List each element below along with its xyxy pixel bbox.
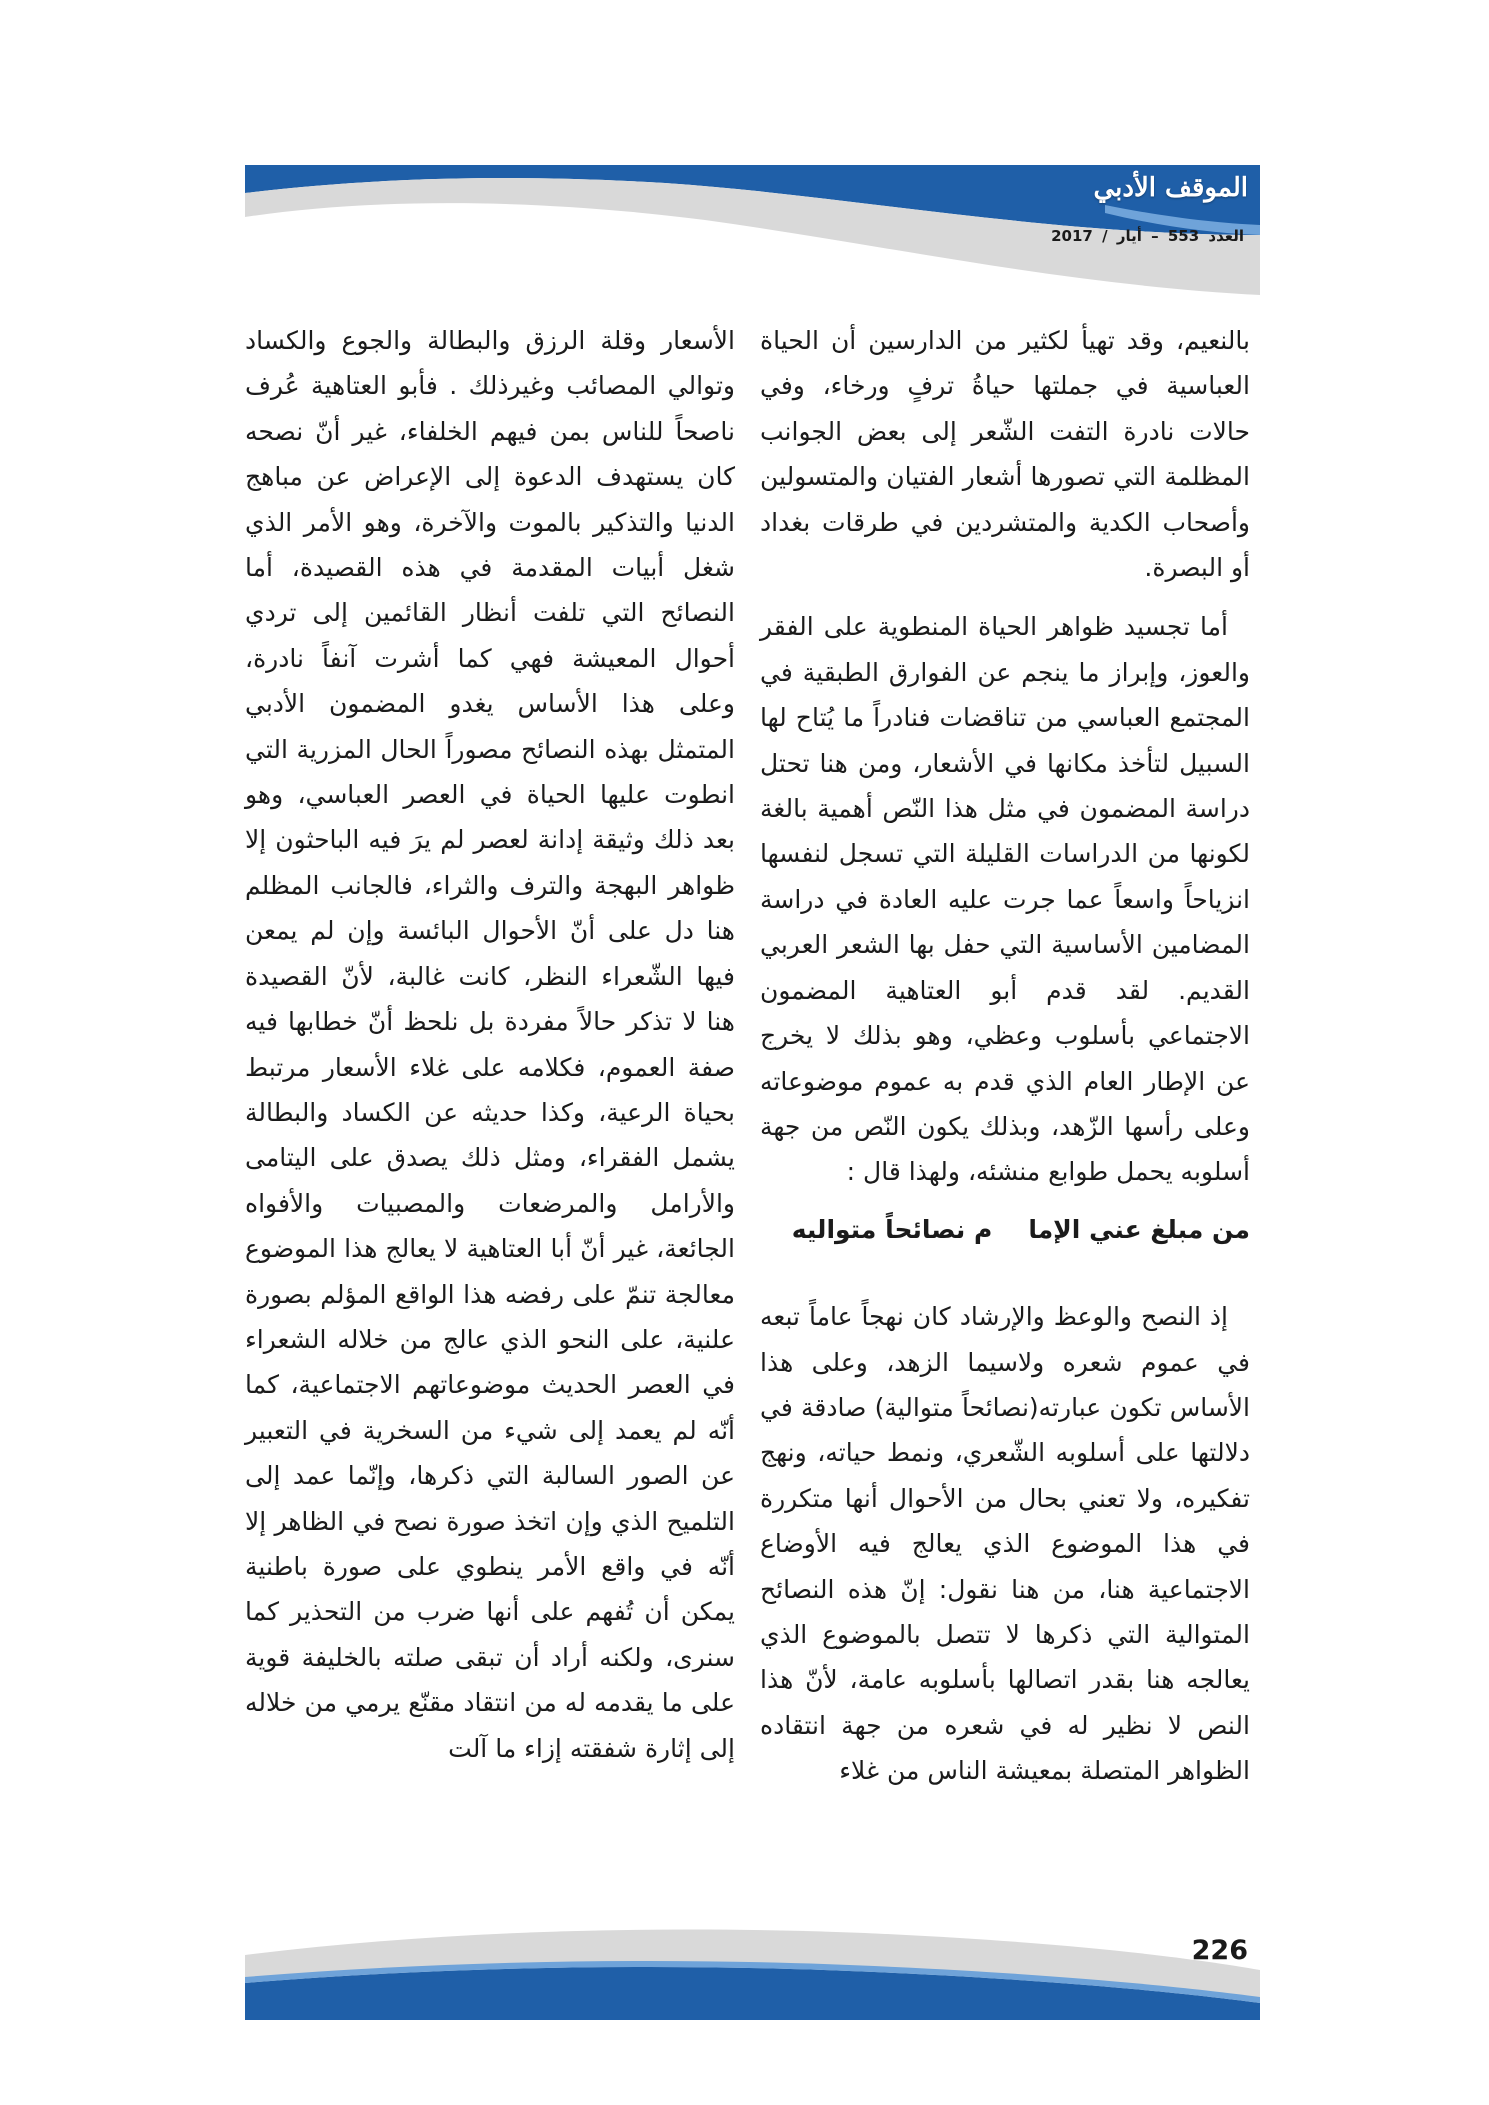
footer-wave-graphic: [245, 1925, 1260, 2020]
article-column-left: [245, 318, 735, 1771]
page-number: 226: [1191, 1935, 1248, 1966]
issue-year: 2017: [1051, 227, 1093, 245]
poem-verse: [760, 1207, 1250, 1252]
issue-number: 553: [1167, 227, 1200, 245]
page-footer: [245, 1925, 1260, 2020]
issue-info: العدد 553 – أيار / 2017: [1051, 227, 1244, 245]
paragraph: إذ النصح والوعظ والإرشاد كان نهجاً عاماً تبعه في عموم شعره ولاسيما الزهد، وعلى هذا الأساس تكون عبارته(نصائحاً متوالية) صادقة في دلالتها على أسلوبه الشّعري، ونمط حياته، ونهج تفكيره، ولا تعني بحال من الأحوال أنها متكررة في هذا الموضوع الذي يعالج فيه الأوضاع الاجتماعية هنا، من هنا نقول: إنّ هذه النصائح المتوالية التي ذكرها لا تتصل بالموضوع الذي يعالجه هنا بقدر اتصالها بأسلوبه عامة، لأنّ هذا النص لا نظير له في شعره من جهة انتقاده الظواهر المتصلة بمعيشة الناس من غلاء: [760, 1302, 1250, 1786]
magazine-logo: الموقف الأدبي: [1093, 173, 1248, 203]
verse-first-hemistich: من مبلغ عني الإما: [1028, 1214, 1250, 1244]
paragraph: الأسعار وقلة الرزق والبطالة والجوع والكساد وتوالي المصائب وغيرذلك . فأبو العتاهية عُرف ناصحاً للناس بمن فيهم الخلفاء، غير أنّ نصحه كان يستهدف الدعوة إلى الإعراض عن مباهج الدنيا والتذكير بالموت والآخرة، وهو الأمر الذي شغل أبيات المقدمة في هذه القصيدة، أما النصائح التي تلفت أنظار القائمين إلى تردي أحوال المعيشة فهي كما أشرت آنفاً نادرة، وعلى هذا الأساس يغدو المضمون الأدبي المتمثل بهذه النصائح مصوراً الحال المزرية التي انطوت عليها الحياة في العصر العباسي، وهو بعد ذلك وثيقة إدانة لعصر لم يرَ فيه الباحثون إلا ظواهر البهجة والترف والثراء، فالجانب المظلم هنا دل على أنّ الأحوال البائسة وإن لم يمعن فيها الشّعراء النظر، كانت غالبة، لأنّ القصيدة هنا لا تذكر حالاً مفردة بل نلحظ أنّ خطابها فيه صفة العموم، فكلامه على غلاء الأسعار مرتبط بحياة الرعية، وكذا حديثه عن الكساد والبطالة يشمل الفقراء، ومثل ذلك يصدق على اليتامى والأرامل والمرضعات والمصبيات والأفواه الجائعة، غير أنّ أبا العتاهية لا يعالج هذا الموضوع معالجة تنمّ على رفضه هذا الواقع المؤلم بصورة علنية، على النحو الذي عالج من خلاله الشعراء في العصر الحديث موضوعاتهم الاجتماعية، كما أنّه لم يعمد إلى شيء من السخرية في التعبير عن الصور السالبة التي ذكرها، وإنّما عمد إلى التلميح الذي وإن اتخذ صورة نصح في الظاهر إلا أنّه في واقع الأمر ينطوي على صورة باطنية يمكن أن تُفهم على أنها ضرب من التحذير كما سنرى، ولكنه أراد أن تبقى صلته بالخليفة قوية على ما يقدمه له من انتقاد مقنّع يرمي من خلاله إلى إثارة شفقته إزاء ما آلت: [245, 326, 735, 1763]
paragraph: أما تجسيد ظواهر الحياة المنطوية على الفقر والعوز، وإبراز ما ينجم عن الفوارق الطبقية في المجتمع العباسي من تناقضات فنادراً ما يُتاح لها السبيل لتأخذ مكانها في الأشعار، ومن هنا تحتل دراسة المضمون في مثل هذا النّص أهمية بالغة لكونها من الدراسات القليلة التي تسجل لنفسها انزياحاً واسعاً عما جرت عليه العادة في دراسة المضامين الأساسية التي حفل بها الشعر العربي القديم. لقد قدم أبو العتاهية المضمون الاجتماعي بأسلوب وعظي، وهو بذلك لا يخرج عن الإطار العام الذي قدم به عموم موضوعاته وعلى رأسها الزّهد، وبذلك يكون النّص من جهة أسلوبه يحمل طوابع منشئه، ولهذا قال :: [760, 612, 1250, 1187]
page-header: [245, 165, 1260, 295]
issue-label: العدد: [1208, 227, 1244, 245]
verse-second-hemistich: م نصائحاً متواليه: [791, 1214, 993, 1244]
article-column-right: [760, 318, 1250, 1794]
paragraph: بالنعيم، وقد تهيأ لكثير من الدارسين أن الحياة العباسية في جملتها حياةُ ترفٍ ورخاء، وفي حالات نادرة التفت الشّعر إلى بعض الجوانب المظلمة التي تصورها أشعار الفتيان والمتسولين وأصحاب الكدية والمتشردين في طرقات بغداد أو البصرة.: [760, 326, 1250, 583]
issue-month: أيار: [1116, 227, 1142, 245]
